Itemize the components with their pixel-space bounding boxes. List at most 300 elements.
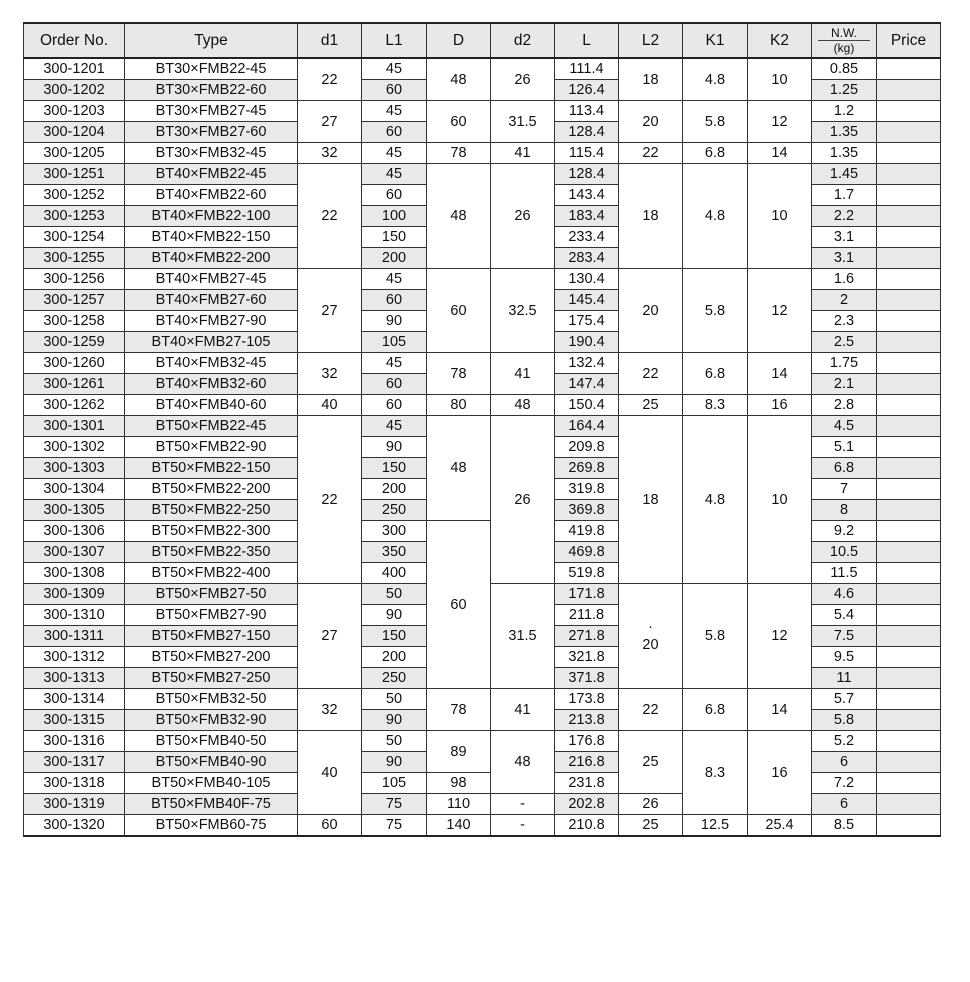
cell-d2: 31.5: [491, 584, 555, 689]
cell-order: 300-1257: [24, 290, 125, 311]
cell-type: BT50×FMB40F-75: [125, 794, 298, 815]
cell-d: 78: [427, 353, 491, 395]
cell-k2: 25.4: [748, 815, 812, 837]
cell-type: BT50×FMB22-350: [125, 542, 298, 563]
header-l2: L2: [619, 23, 683, 58]
cell-type: BT40×FMB22-150: [125, 227, 298, 248]
cell-l2: 20: [619, 101, 683, 143]
cell-type: BT50×FMB27-50: [125, 584, 298, 605]
cell-nw: 7.2: [812, 773, 877, 794]
cell-l1: 105: [362, 773, 427, 794]
cell-l1: 200: [362, 248, 427, 269]
cell-l: 283.4: [555, 248, 619, 269]
cell-price: [877, 479, 941, 500]
header-order-no: Order No.: [24, 23, 125, 58]
cell-order: 300-1301: [24, 416, 125, 437]
cell-l: 321.8: [555, 647, 619, 668]
cell-l: 130.4: [555, 269, 619, 290]
table-row: [24, 143, 941, 164]
cell-d1: 27: [298, 269, 362, 353]
cell-l: 115.4: [555, 143, 619, 164]
cell-k2: 12: [748, 269, 812, 353]
cell-l1: 50: [362, 731, 427, 752]
cell-l1: 45: [362, 58, 427, 80]
cell-d: 98: [427, 773, 491, 794]
cell-l1: 60: [362, 80, 427, 101]
cell-l2: 22: [619, 689, 683, 731]
cell-d: 48: [427, 164, 491, 269]
cell-l: 183.4: [555, 206, 619, 227]
cell-type: BT50×FMB22-250: [125, 500, 298, 521]
cell-k1: 8.3: [683, 731, 748, 815]
cell-d1: 22: [298, 164, 362, 269]
cell-type: BT50×FMB22-200: [125, 479, 298, 500]
cell-l: 128.4: [555, 164, 619, 185]
cell-k2: 10: [748, 164, 812, 269]
cell-l: 519.8: [555, 563, 619, 584]
cell-price: [877, 269, 941, 290]
cell-k2: 14: [748, 143, 812, 164]
cell-l: 371.8: [555, 668, 619, 689]
cell-type: BT30×FMB22-60: [125, 80, 298, 101]
cell-price: [877, 248, 941, 269]
cell-order: 300-1261: [24, 374, 125, 395]
cell-price: [877, 668, 941, 689]
cell-order: 300-1314: [24, 689, 125, 710]
cell-d: 60: [427, 521, 491, 689]
cell-type: BT40×FMB22-45: [125, 164, 298, 185]
cell-nw: 2.5: [812, 332, 877, 353]
cell-d1: 60: [298, 815, 362, 837]
cell-type: BT40×FMB40-60: [125, 395, 298, 416]
cell-order: 300-1252: [24, 185, 125, 206]
cell-l: 175.4: [555, 311, 619, 332]
cell-k1: 4.8: [683, 416, 748, 584]
cell-l2: 25: [619, 395, 683, 416]
cell-k2: 16: [748, 395, 812, 416]
cell-type: BT40×FMB27-45: [125, 269, 298, 290]
cell-l1: 45: [362, 353, 427, 374]
cell-type: BT50×FMB27-200: [125, 647, 298, 668]
cell-l: 190.4: [555, 332, 619, 353]
cell-l: 209.8: [555, 437, 619, 458]
cell-price: [877, 353, 941, 374]
cell-price: [877, 437, 941, 458]
cell-d: 140: [427, 815, 491, 837]
cell-l1: 300: [362, 521, 427, 542]
cell-order: 300-1318: [24, 773, 125, 794]
cell-k1: 5.8: [683, 269, 748, 353]
cell-price: [877, 752, 941, 773]
cell-l2: 22: [619, 353, 683, 395]
header-nw-unit: (kg): [833, 41, 855, 55]
cell-nw: 11: [812, 668, 877, 689]
cell-d1: 27: [298, 101, 362, 143]
cell-l1: 60: [362, 185, 427, 206]
cell-l: 128.4: [555, 122, 619, 143]
cell-nw: 8: [812, 500, 877, 521]
cell-l1: 150: [362, 458, 427, 479]
cell-l2: 22: [619, 143, 683, 164]
cell-price: [877, 164, 941, 185]
cell-l: 176.8: [555, 731, 619, 752]
cell-order: 300-1204: [24, 122, 125, 143]
cell-order: 300-1205: [24, 143, 125, 164]
cell-order: 300-1311: [24, 626, 125, 647]
cell-l: 469.8: [555, 542, 619, 563]
cell-k2: 10: [748, 58, 812, 101]
cell-price: [877, 311, 941, 332]
cell-type: BT30×FMB27-60: [125, 122, 298, 143]
cell-d: 80: [427, 395, 491, 416]
cell-order: 300-1303: [24, 458, 125, 479]
cell-order: 300-1309: [24, 584, 125, 605]
cell-k2: 10: [748, 416, 812, 584]
cell-type: BT50×FMB22-400: [125, 563, 298, 584]
cell-order: 300-1203: [24, 101, 125, 122]
cell-d: 48: [427, 58, 491, 101]
cell-price: [877, 626, 941, 647]
table-row: [24, 101, 941, 122]
table-row: [24, 731, 941, 752]
cell-l: 113.4: [555, 101, 619, 122]
cell-l: 202.8: [555, 794, 619, 815]
cell-type: BT40×FMB22-60: [125, 185, 298, 206]
cell-price: [877, 185, 941, 206]
cell-nw: 2: [812, 290, 877, 311]
cell-type: BT40×FMB27-105: [125, 332, 298, 353]
cell-d1: 32: [298, 143, 362, 164]
header-row: [24, 23, 941, 58]
cell-nw: 6: [812, 794, 877, 815]
cell-l: 150.4: [555, 395, 619, 416]
cell-l1: 150: [362, 626, 427, 647]
cell-type: BT50×FMB22-90: [125, 437, 298, 458]
cell-price: [877, 521, 941, 542]
cell-l: 173.8: [555, 689, 619, 710]
header-big-d: D: [427, 23, 491, 58]
cell-nw: 11.5: [812, 563, 877, 584]
cell-k1: 8.3: [683, 395, 748, 416]
cell-nw: 1.35: [812, 122, 877, 143]
cell-l: 369.8: [555, 500, 619, 521]
cell-k1: 6.8: [683, 689, 748, 731]
cell-d: 48: [427, 416, 491, 521]
cell-price: [877, 458, 941, 479]
cell-d2: 41: [491, 689, 555, 731]
cell-nw: 2.3: [812, 311, 877, 332]
cell-nw: 1.7: [812, 185, 877, 206]
cell-d1: 27: [298, 584, 362, 689]
cell-l1: 250: [362, 668, 427, 689]
cell-l2: 26: [619, 794, 683, 815]
cell-d: 78: [427, 143, 491, 164]
cell-l1: 100: [362, 206, 427, 227]
cell-price: [877, 563, 941, 584]
cell-nw: 5.8: [812, 710, 877, 731]
cell-l1: 45: [362, 416, 427, 437]
cell-type: BT50×FMB22-300: [125, 521, 298, 542]
cell-price: [877, 584, 941, 605]
cell-price: [877, 143, 941, 164]
cell-l: 233.4: [555, 227, 619, 248]
cell-l1: 200: [362, 479, 427, 500]
cell-type: BT30×FMB27-45: [125, 101, 298, 122]
cell-d: 110: [427, 794, 491, 815]
cell-d1: 22: [298, 58, 362, 101]
cell-nw: 1.75: [812, 353, 877, 374]
cell-nw: 8.5: [812, 815, 877, 837]
cell-type: BT50×FMB32-50: [125, 689, 298, 710]
header-nw-label: N.W.: [818, 26, 870, 41]
cell-nw: 3.1: [812, 227, 877, 248]
cell-price: [877, 647, 941, 668]
spec-table: [23, 22, 941, 837]
cell-price: [877, 80, 941, 101]
cell-order: 300-1315: [24, 710, 125, 731]
cell-nw: 2.2: [812, 206, 877, 227]
cell-l1: 60: [362, 395, 427, 416]
table-row: [24, 689, 941, 710]
cell-nw: 7: [812, 479, 877, 500]
cell-price: [877, 122, 941, 143]
cell-type: BT50×FMB40-50: [125, 731, 298, 752]
cell-price: [877, 58, 941, 80]
cell-order: 300-1313: [24, 668, 125, 689]
cell-l: 271.8: [555, 626, 619, 647]
cell-k2: 16: [748, 731, 812, 815]
cell-order: 300-1256: [24, 269, 125, 290]
cell-d1: 32: [298, 353, 362, 395]
cell-d2: -: [491, 794, 555, 815]
header-k2: K2: [748, 23, 812, 58]
cell-k1: 4.8: [683, 164, 748, 269]
cell-l2: 20: [619, 269, 683, 353]
cell-nw: 1.35: [812, 143, 877, 164]
cell-d2: 26: [491, 416, 555, 584]
table-row: [24, 164, 941, 185]
cell-l1: 90: [362, 710, 427, 731]
cell-type: BT40×FMB27-60: [125, 290, 298, 311]
cell-l: 143.4: [555, 185, 619, 206]
cell-d2: 32.5: [491, 269, 555, 353]
cell-l2: 25: [619, 731, 683, 794]
cell-l1: 250: [362, 500, 427, 521]
cell-price: [877, 815, 941, 837]
cell-d: 89: [427, 731, 491, 773]
cell-l1: 45: [362, 269, 427, 290]
cell-l: 319.8: [555, 479, 619, 500]
cell-order: 300-1253: [24, 206, 125, 227]
cell-type: BT50×FMB27-250: [125, 668, 298, 689]
header-price: Price: [877, 23, 941, 58]
spec-table-container: [23, 22, 941, 837]
cell-d1: 40: [298, 395, 362, 416]
cell-order: 300-1302: [24, 437, 125, 458]
cell-nw: 2.8: [812, 395, 877, 416]
cell-d2: 26: [491, 58, 555, 101]
cell-d: 60: [427, 269, 491, 353]
table-row: [24, 815, 941, 837]
cell-nw: 4.5: [812, 416, 877, 437]
cell-order: 300-1258: [24, 311, 125, 332]
cell-l: 210.8: [555, 815, 619, 837]
cell-d2: 48: [491, 395, 555, 416]
l2-mark: ·: [648, 619, 653, 635]
cell-nw: 10.5: [812, 542, 877, 563]
cell-type: BT50×FMB60-75: [125, 815, 298, 837]
cell-price: [877, 332, 941, 353]
cell-order: 300-1310: [24, 605, 125, 626]
cell-k1: 12.5: [683, 815, 748, 837]
cell-order: 300-1308: [24, 563, 125, 584]
cell-type: BT40×FMB32-45: [125, 353, 298, 374]
cell-price: [877, 290, 941, 311]
cell-order: 300-1316: [24, 731, 125, 752]
cell-order: 300-1320: [24, 815, 125, 837]
cell-price: [877, 374, 941, 395]
header-k1: K1: [683, 23, 748, 58]
cell-l2: 18: [619, 58, 683, 101]
cell-nw: 5.1: [812, 437, 877, 458]
cell-type: BT50×FMB22-150: [125, 458, 298, 479]
cell-l: 111.4: [555, 58, 619, 80]
cell-type: BT50×FMB40-105: [125, 773, 298, 794]
cell-l1: 150: [362, 227, 427, 248]
cell-d2: 41: [491, 353, 555, 395]
cell-type: BT50×FMB40-90: [125, 752, 298, 773]
cell-type: BT40×FMB32-60: [125, 374, 298, 395]
cell-d1: 40: [298, 731, 362, 815]
cell-l: 132.4: [555, 353, 619, 374]
cell-k2: 14: [748, 689, 812, 731]
cell-d2: 26: [491, 164, 555, 269]
cell-l1: 45: [362, 143, 427, 164]
cell-k2: 14: [748, 353, 812, 395]
cell-d: 60: [427, 101, 491, 143]
cell-price: [877, 101, 941, 122]
cell-k1: 5.8: [683, 101, 748, 143]
cell-order: 300-1255: [24, 248, 125, 269]
cell-l1: 45: [362, 164, 427, 185]
cell-l: 147.4: [555, 374, 619, 395]
cell-price: [877, 605, 941, 626]
cell-k2: 12: [748, 101, 812, 143]
cell-type: BT50×FMB22-45: [125, 416, 298, 437]
cell-nw: 6: [812, 752, 877, 773]
cell-k1: 5.8: [683, 584, 748, 689]
cell-nw: 9.2: [812, 521, 877, 542]
cell-nw: 1.25: [812, 80, 877, 101]
cell-order: 300-1251: [24, 164, 125, 185]
cell-price: [877, 206, 941, 227]
cell-order: 300-1202: [24, 80, 125, 101]
header-l: L: [555, 23, 619, 58]
spec-table-body: [24, 58, 941, 836]
cell-nw: 9.5: [812, 647, 877, 668]
cell-price: [877, 689, 941, 710]
cell-l: 126.4: [555, 80, 619, 101]
cell-order: 300-1307: [24, 542, 125, 563]
cell-l1: 90: [362, 437, 427, 458]
cell-l: 269.8: [555, 458, 619, 479]
cell-l2: · 20: [619, 584, 683, 689]
cell-l: 164.4: [555, 416, 619, 437]
cell-l1: 105: [362, 332, 427, 353]
cell-nw: 5.7: [812, 689, 877, 710]
cell-nw: 1.2: [812, 101, 877, 122]
cell-d1: 22: [298, 416, 362, 584]
cell-l1: 90: [362, 311, 427, 332]
cell-order: 300-1254: [24, 227, 125, 248]
cell-l: 231.8: [555, 773, 619, 794]
table-row: [24, 416, 941, 437]
cell-type: BT30×FMB32-45: [125, 143, 298, 164]
cell-l1: 75: [362, 794, 427, 815]
cell-nw: 4.6: [812, 584, 877, 605]
cell-type: BT40×FMB27-90: [125, 311, 298, 332]
cell-l1: 75: [362, 815, 427, 837]
cell-price: [877, 731, 941, 752]
cell-l1: 50: [362, 584, 427, 605]
cell-order: 300-1259: [24, 332, 125, 353]
cell-nw: 2.1: [812, 374, 877, 395]
cell-nw: 5.4: [812, 605, 877, 626]
cell-l1: 60: [362, 122, 427, 143]
cell-type: BT40×FMB22-200: [125, 248, 298, 269]
cell-l1: 350: [362, 542, 427, 563]
cell-k1: 6.8: [683, 353, 748, 395]
cell-l1: 90: [362, 605, 427, 626]
table-row: [24, 395, 941, 416]
cell-d2: 48: [491, 731, 555, 794]
cell-order: 300-1304: [24, 479, 125, 500]
cell-order: 300-1317: [24, 752, 125, 773]
cell-price: [877, 773, 941, 794]
cell-k2: 12: [748, 584, 812, 689]
cell-order: 300-1260: [24, 353, 125, 374]
cell-l2: 25: [619, 815, 683, 837]
cell-order: 300-1312: [24, 647, 125, 668]
table-row: [24, 58, 941, 80]
cell-nw: 3.1: [812, 248, 877, 269]
cell-nw: 1.6: [812, 269, 877, 290]
cell-nw: 5.2: [812, 731, 877, 752]
cell-type: BT50×FMB32-90: [125, 710, 298, 731]
cell-order: 300-1306: [24, 521, 125, 542]
cell-l1: 50: [362, 689, 427, 710]
cell-nw: 1.45: [812, 164, 877, 185]
cell-d1: 32: [298, 689, 362, 731]
table-row: [24, 269, 941, 290]
header-d1: d1: [298, 23, 362, 58]
cell-l: 145.4: [555, 290, 619, 311]
cell-nw: 0.85: [812, 58, 877, 80]
cell-k1: 4.8: [683, 58, 748, 101]
cell-price: [877, 710, 941, 731]
cell-l: 419.8: [555, 521, 619, 542]
cell-l: 171.8: [555, 584, 619, 605]
cell-order: 300-1319: [24, 794, 125, 815]
cell-order: 300-1262: [24, 395, 125, 416]
cell-d2: 41: [491, 143, 555, 164]
cell-l1: 200: [362, 647, 427, 668]
header-d2: d2: [491, 23, 555, 58]
cell-l1: 90: [362, 752, 427, 773]
header-l1: L1: [362, 23, 427, 58]
cell-order: 300-1305: [24, 500, 125, 521]
cell-l1: 60: [362, 374, 427, 395]
